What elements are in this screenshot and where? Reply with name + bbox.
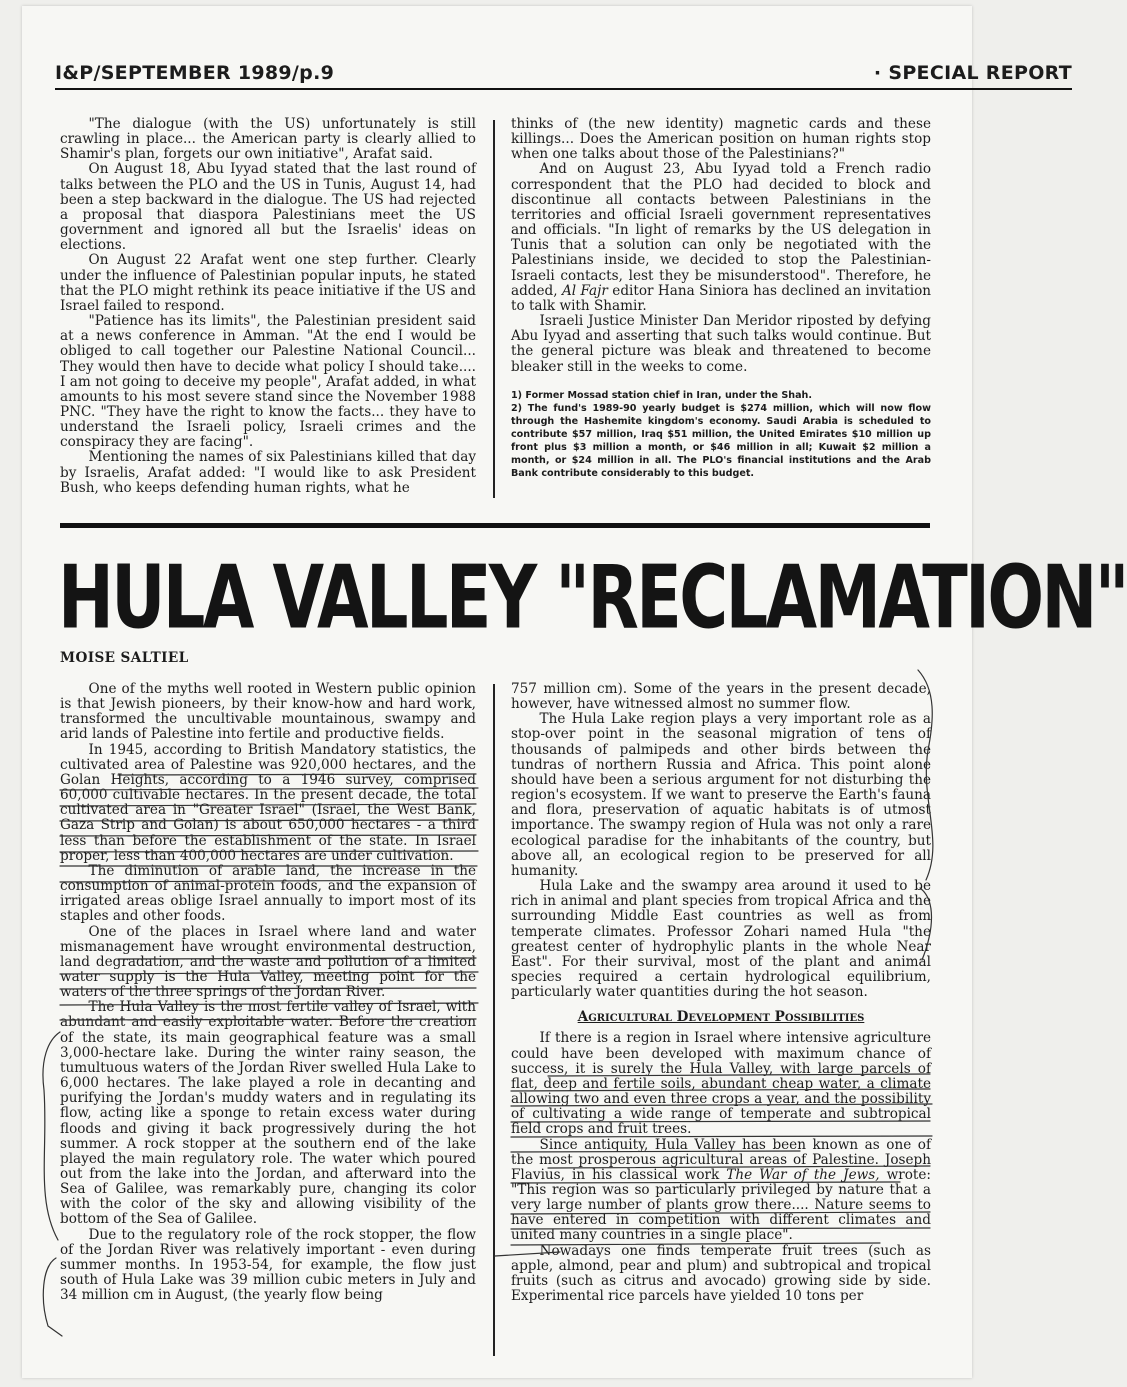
page-header <box>55 62 1072 90</box>
paragraph: "The dialogue (with the US) unfortunately is still crawling in place... the American party is clearly allied to Shamir's plan, forgets our own initiative", Arafat said. <box>60 116 476 163</box>
paragraph: On August 18, Abu Iyyad stated that the last round of talks between the PLO and the US in Tunis, August 14, had been a step backward in the dialogue. The US had rejected a proposal that diaspora Palestinians meet the US government and ignored all but the Israelis' ideas on elections. <box>60 161 476 254</box>
issue-label: I&P/SEPTEMBER 1989/p.9 <box>55 62 335 84</box>
text-run: editor Hana Siniora has declined an invitation to talk with Shamir. <box>511 282 932 314</box>
paragraph: In 1945, according to British Mandatory statistics, the cultivated area of Palestine was 920,000 hectares, and the Golan Heights, according to a 1946 survey, comprised 60,000 cultivable hectares. In the present decade, the total cultivated area in "Greater Israel" (Israel, the West Bank, Gaza Strip and Golan) is about 650,000 hectares - a third less than before the establishment of the state. In Israel proper, less than 400,000 hectares are under cultivation. <box>60 741 476 864</box>
paragraph: One of the myths well rooted in Western public opinion is that Jewish pioneers, by their know-how and hard work, transformed the uncultivable mountainous, swampy and arid lands of Palestine into fertile and productive fields. <box>60 681 476 743</box>
paragraph: Mentioning the names of six Palestinians killed that day by Israelis, Arafat added: "I would like to ask President Bush, who keeps defending human rights, what he <box>60 449 476 496</box>
footnotes <box>511 389 931 480</box>
article-headline: HULA VALLEY "RECLAMATION" <box>58 548 1127 649</box>
paragraph: thinks of (the new identity) magnetic cards and these killings... Does the American position on human rights stop when one talks about those of the Palestinians?" <box>511 116 931 163</box>
paragraph: The diminution of arable land, the increase in the consumption of animal-protein foods, and the expansion of irrigated areas oblige Israel annually to import most of its staples and other foods. <box>60 862 476 925</box>
text-run: wrote: "This region was so particularly privileged by nature that a very large number of plants grow there.... Nature seems to have entered in competition with different climates and united many countries in a single place". <box>511 1166 931 1244</box>
paragraph: 757 million cm). Some of the years in the present decade, however, have witnessed almost no summer flow. <box>511 681 931 713</box>
text-run: Since antiquity, Hula Valley has been known as one of the most prosperous agricultural areas of Palestine. Joseph Flavius, in his classical work <box>511 1136 931 1183</box>
section-subhead: Agricultural Development Possibilities <box>577 1009 865 1026</box>
author-byline: MOISE SALTIEL <box>60 650 189 666</box>
paragraph: One of the places in Israel where land and water mismanagement have wrought environmental destruction, land degradation, and the waste and pollution of a limited water supply is the Hula Valley, meeting point for the waters of the three springs of the Jordan River. <box>60 923 476 1001</box>
text-run: And on August 23, Abu Iyyad told a French radio correspondent that the PLO had decided to block and discontinue all contacts between Palestinians in the territories and official Israeli government representatives and officials. "In light of remarks by the US delegation in Tunis that a solution can only be negotiated with the Palestinians inside, we decided to stop the Palestinian-Israeli contacts, lest they be misunderstood". Therefore, he added, <box>511 161 931 299</box>
paragraph: If there is a region in Israel where intensive agriculture could have been developed with maximum chance of success, it is surely the Hula Valley, with large parcels of flat, deep and fertile soils, abundant cheap water, a climate allowing two and even three crops a year, and the possibility of cultivating a wide range of temperate and subtropical field crops and fruit trees. <box>511 1030 931 1138</box>
top-right-column <box>511 117 931 480</box>
paragraph: Hula Lake and the swampy area around it used to be rich in animal and plant species from tropical Africa and the surrounding Middle East countries as well as from temperate climates. Professor Zohari named Hula "the greatest center of hydrophylic plants in the whole Near East". For their survival, most of the plant and animal species required a certain hydrological equilibrium, particularly water quantities during the hot season. <box>511 878 931 1001</box>
paragraph <box>511 162 931 314</box>
paragraph: The Hula Valley is the most fertile valley of Israel, with abundant and easily exploitable water. Before the creation of the state, its main geographical feature was a small 3,000-hectare lake. During the winter rainy season, the tumultuous waters of the Jordan River swelled Hula Lake to 6,000 hectares. The lake played a role in decanting and purifying the Jordan's muddy waters and in regulating its flow, acting like a sponge to retain excess water during floods and giving it back progressively during the hot summer. A rock stopper at the southern end of the lake played the main regulatory role. The water which poured out from the lake into the Jordan, and afterward into the Sea of Galilee, was remarkably pure, changing its color with the color of the sky and allowing visibility of the bottom of the Sea of Galilee. <box>60 999 476 1228</box>
section-rule <box>60 523 930 528</box>
top-left-column <box>60 117 476 496</box>
paragraph: Israeli Justice Minister Dan Meridor riposted by defying Abu Iyyad and asserting that such talks would continue. But the general picture was bleak and threatened to become bleaker still in the weeks to come. <box>511 313 931 375</box>
book-title: The War of the Jews, <box>726 1166 880 1183</box>
paragraph: Due to the regulatory role of the rock stopper, the flow of the Jordan River was relatively important - even during summer months. In 1953-54, for example, the flow just south of Hula Lake was 39 million cubic meters in July and 34 million cm in August, (the yearly flow being <box>60 1226 476 1304</box>
publication-title: Al Fajr <box>561 282 608 299</box>
paragraph: The Hula Lake region plays a very important role as a stop-over point in the seasonal migration of tens of thousands of palmipeds and other birds between the tundras of northern Russia and Africa. This point alone should have been a serious argument for not disturbing the region's ecosystem. If we want to preserve the Earth's fauna and flora, preservation of aquatic habitats is of utmost importance. The swampy region of Hula was not only a rare ecological paradise for the inhabitants of the country, but above all, an ecological region to be preserved for all humanity. <box>511 711 931 879</box>
column-divider <box>493 120 495 498</box>
article-left-column <box>60 682 476 1303</box>
paragraph: "Patience has its limits", the Palestinian president said at a news conference in Amman. "At the end I would be obliged to call together our Palestine National Council... They would then have to decide what policy I should take.... I am not going to deceive my people", Arafat added, in what amounts to his most severe stand since the November 1988 PNC. "They have the right to know the facts... they have to understand the Israeli policy, Israeli crimes and the conspiracy they are facing". <box>60 313 476 451</box>
paragraph <box>511 1138 931 1244</box>
column-divider <box>493 684 495 1356</box>
article-right-column <box>511 682 931 1304</box>
paragraph: Nowadays one finds temperate fruit trees (such as apple, almond, pear and plum) and subtropical and tropical fruits (such as citrus and avocado) growing side by side. Experimental rice parcels have yielded 10 tons per <box>511 1242 931 1305</box>
section-label: · SPECIAL REPORT <box>873 62 1072 84</box>
paragraph: On August 22 Arafat went one step further. Clearly under the influence of Palestinian popular inputs, he stated that the PLO might rethink its peace initiative if the US and Israel failed to respond. <box>60 252 476 314</box>
footnote: 2) The fund's 1989-90 yearly budget is $274 million, which will now flow through the Hashemite kingdom's economy. Saudi Arabia is scheduled to contribute $57 million, Iraq $51 million, the United Emirates $10 million up front plus $3 million a month, or $46 million in all; Kuwait $2 million a month, or $24 million in all. The PLO's financial institutions and the Arab Bank contribute considerably to this budget. <box>511 402 931 479</box>
footnote: 1) Former Mossad station chief in Iran, under the Shah. <box>511 389 813 401</box>
